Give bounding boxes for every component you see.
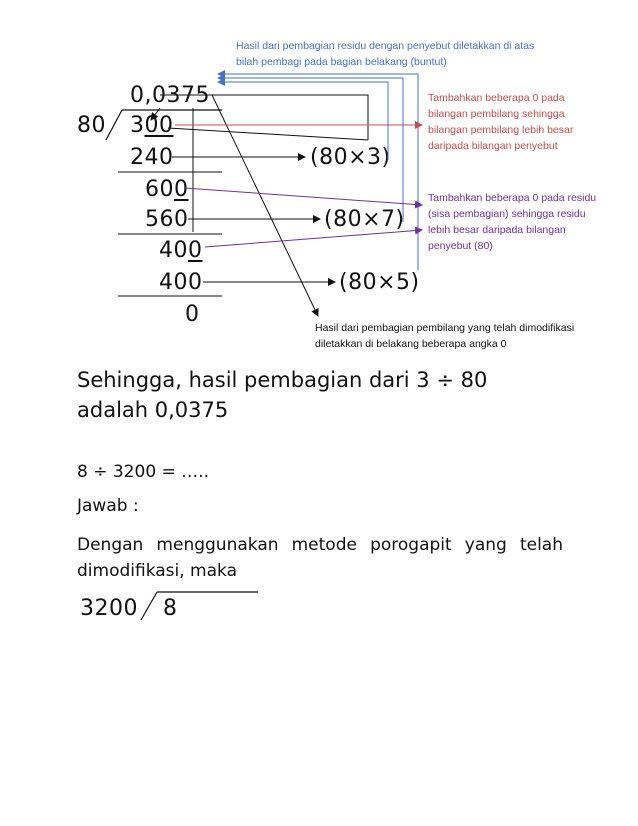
row-400: 400 [159, 270, 203, 295]
arrow-diag-1 [168, 128, 368, 140]
dividend-zeros: 00 [144, 113, 174, 138]
row-560: 560 [145, 207, 189, 232]
note-80x5: (80×5) [339, 270, 420, 295]
arrow-purple-1 [185, 188, 422, 205]
arrow-quotient-3 [160, 95, 368, 140]
annotation-top-blue: Hasil dari pembagian residu dengan penyebut diletakkan di atas bilah pembagi pada bagian belakang (buntut) [236, 40, 535, 68]
divisor: 80 [77, 113, 106, 138]
row-remainder: 0 [185, 302, 200, 327]
row-400-lead: 40 [159, 238, 188, 263]
row-600-lead: 60 [145, 177, 174, 202]
arrow-blue-1 [218, 82, 388, 160]
annotation-purple: Tambahkan beberapa 0 pada residu (sisa pembagian) sehingga residu lebih besar daripada bilangan penyebut (80) [428, 192, 597, 252]
arrow-diag-2 [212, 95, 318, 316]
division-slash [106, 110, 122, 140]
annotation-bottom: Hasil dari pembagian pembilang yang telah dimodifikasi diletakkan di belakang beberapa angka 0 [315, 322, 575, 350]
row-400-tail: 0 [188, 238, 203, 263]
problem-text: 8 ÷ 3200 = ….. [77, 462, 209, 482]
method-text: Dengan menggunakan metode porogapit yang telah dimodifikasi, maka [77, 535, 563, 581]
annotation-red: Tambahkan beberapa 0 pada bilangan pembilang sehingga bilangan pembilang lebih besar daripada bilangan penyebut [428, 92, 574, 152]
dividend-lead: 3 [130, 113, 145, 138]
division2-dividend: 8 [163, 596, 178, 621]
arrow-blue-2 [218, 78, 403, 222]
division2-slash [141, 592, 157, 620]
note-80x7: (80×7) [324, 207, 405, 232]
division2-divisor: 3200 [80, 596, 138, 621]
answer-label: Jawab : [77, 496, 139, 516]
row-240: 240 [130, 145, 174, 170]
quotient: 0,0375 [130, 83, 210, 108]
note-80x3: (80×3) [310, 145, 391, 170]
row-600-tail: 0 [174, 177, 189, 202]
conclusion-text: Sehingga, hasil pembagian dari 3 ÷ 80 adalah 0,0375 [77, 368, 488, 422]
arrow-purple-2 [205, 230, 422, 247]
